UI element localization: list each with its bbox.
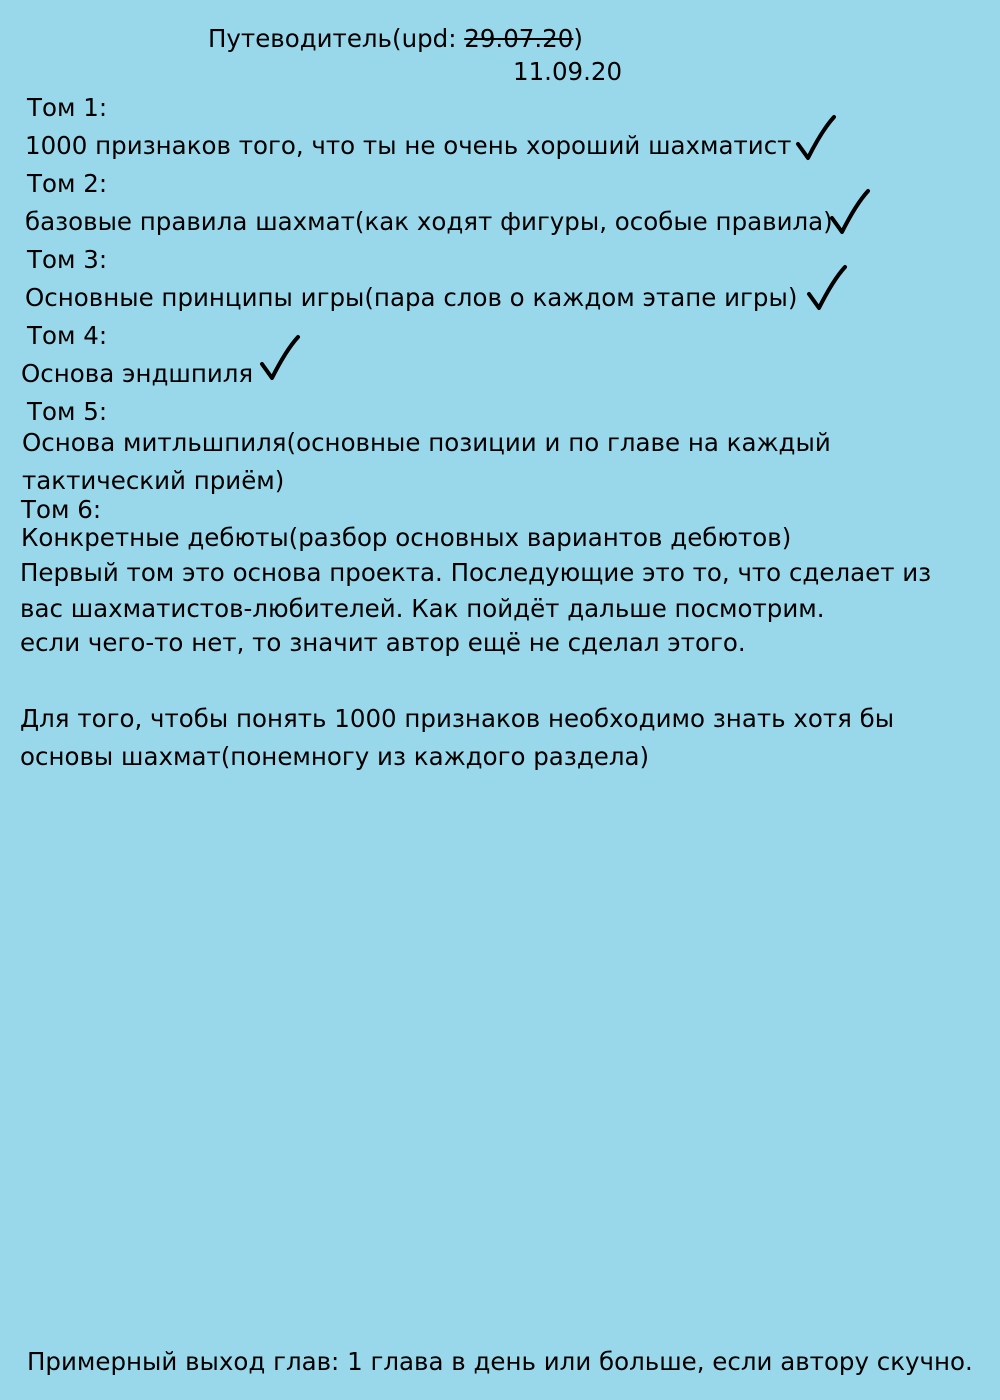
checkmark-icon [794, 114, 838, 164]
volume-label: Том 5: [27, 397, 108, 426]
volume-label: Том 2: [27, 169, 108, 198]
prerequisite-line: Для того, чтобы понять 1000 признаков необходимо знать хотя бы [20, 704, 895, 733]
note-line: Первый том это основа проекта. Последующие это то, что сделает из [20, 558, 932, 587]
update-prefix: (upd: [392, 24, 465, 53]
volume-label: Том 6: [21, 495, 102, 524]
note-line: вас шахматистов-любителей. Как пойдёт дальше посмотрим. [20, 594, 825, 623]
checkmark-icon [828, 188, 872, 238]
volume-description: Основа эндшпиля [21, 359, 254, 388]
checkmark-icon [805, 264, 849, 314]
note-line: если чего-то нет, то значит автор ещё не сделал этого. [20, 628, 746, 657]
volume-description-line: тактический приём) [22, 466, 285, 495]
old-update-date: 29.07.20 [464, 24, 574, 53]
volume-description-line: Основа митльшпиля(основные позиции и по главе на каждый [22, 428, 831, 457]
volume-label: Том 1: [27, 93, 108, 122]
volume-label: Том 4: [27, 321, 108, 350]
volume-description: Конкретные дебюты(разбор основных вариантов дебютов) [21, 523, 792, 552]
page-title-line [208, 24, 583, 53]
prerequisite-line: основы шахмат(понемногу из каждого раздела) [20, 742, 650, 771]
checkmark-icon [258, 334, 302, 384]
release-schedule: Примерный выход глав: 1 глава в день или больше, если автору скучно. [27, 1347, 973, 1376]
new-update-date: 11.09.20 [513, 57, 623, 86]
volume-description: Основные принципы игры(пара слов о каждом этапе игры) [25, 283, 798, 312]
volume-description: базовые правила шахмат(как ходят фигуры, особые правила) [25, 207, 833, 236]
volume-description: 1000 признаков того, что ты не очень хороший шахматист [25, 131, 792, 160]
update-suffix: ) [573, 24, 583, 53]
page-title: Путеводитель [208, 24, 393, 53]
volume-label: Том 3: [27, 245, 108, 274]
